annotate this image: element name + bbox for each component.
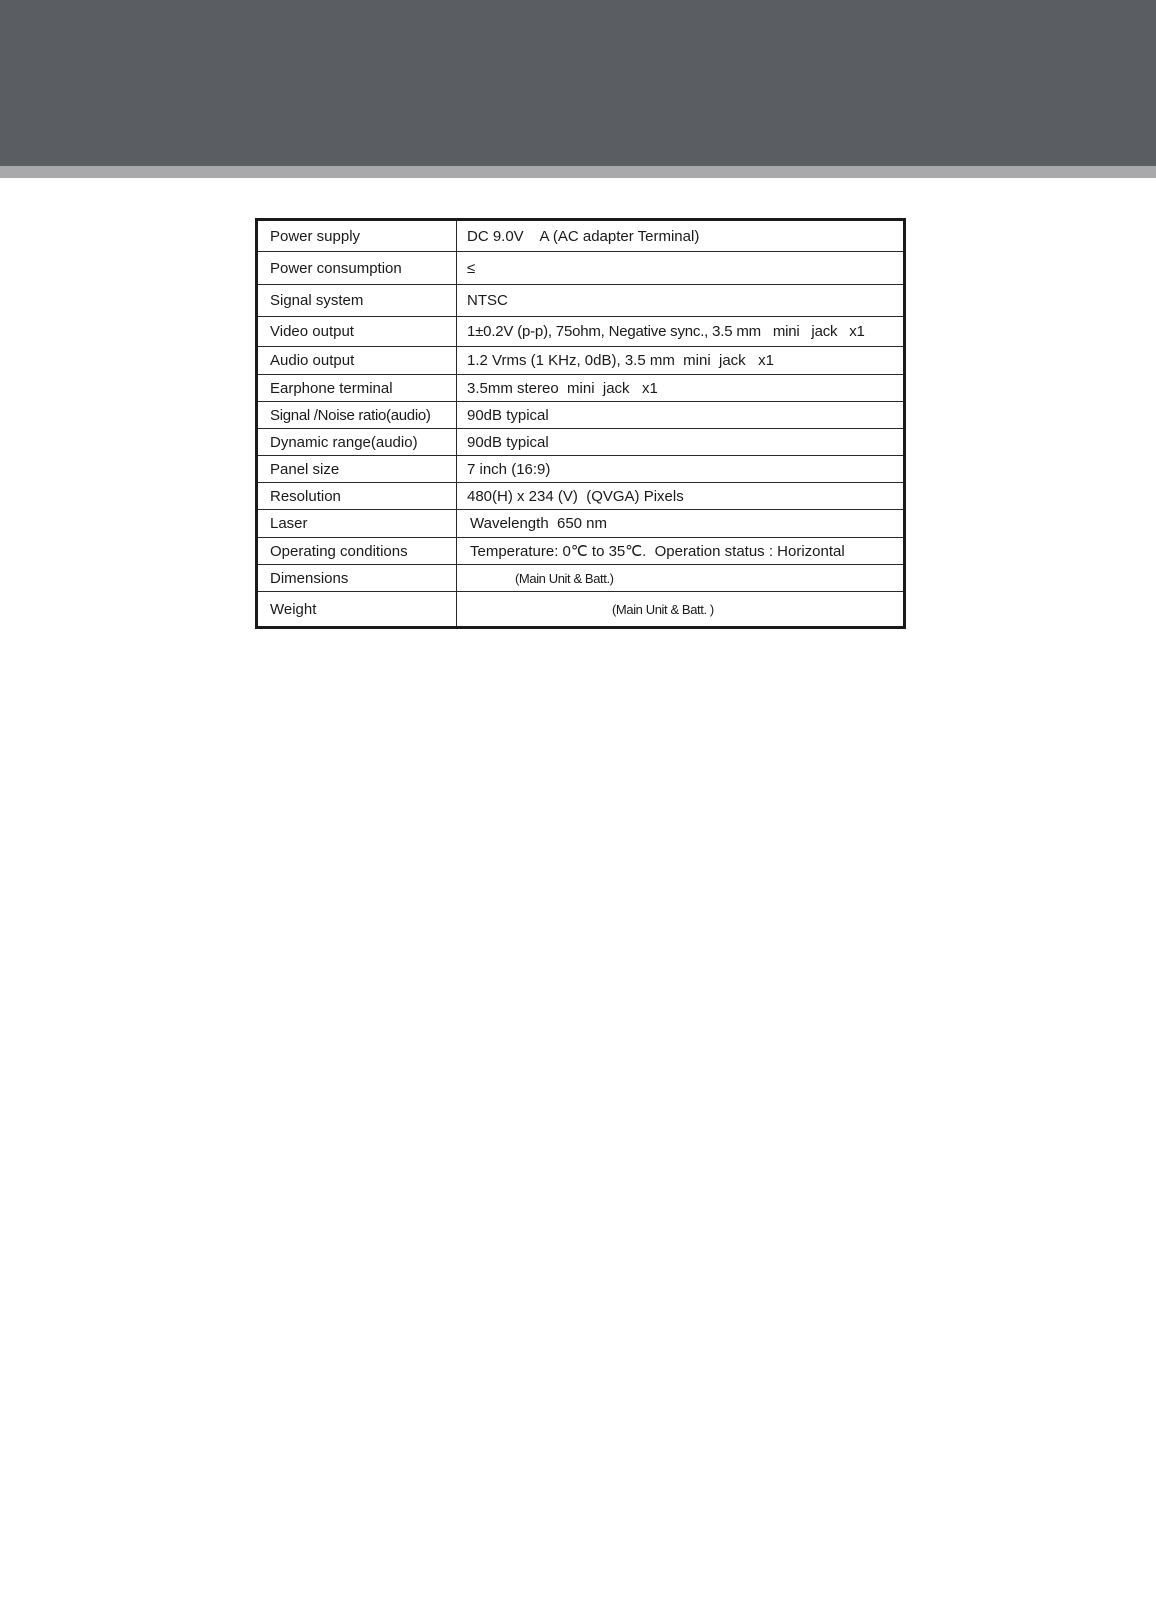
- spec-value-earphone-terminal: 3.5mm stereo mini jack x1: [457, 375, 905, 402]
- table-row: [257, 456, 905, 483]
- table-row: [257, 317, 905, 347]
- spec-value-power-consumption: ≤: [457, 252, 905, 285]
- header-band: [0, 0, 1156, 166]
- table-row: [257, 252, 905, 285]
- spec-value-panel-size: 7 inch (16:9): [457, 456, 905, 483]
- spec-label-weight: Weight: [257, 592, 457, 628]
- spec-value-weight-cell: [457, 592, 905, 628]
- spec-value-operating-conditions: Temperature: 0℃ to 35℃. Operation status : Horizontal: [457, 538, 905, 565]
- spec-value-dimensions-cell: [457, 565, 905, 592]
- spec-label-signal-noise-ratio: Signal /Noise ratio(audio): [257, 402, 457, 429]
- spec-value-power-supply: DC 9.0V A (AC adapter Terminal): [457, 220, 905, 252]
- table-row: [257, 402, 905, 429]
- spec-label-dimensions: Dimensions: [257, 565, 457, 592]
- table-row: [257, 285, 905, 317]
- spec-value-laser: Wavelength 650 nm: [457, 510, 905, 538]
- table-row: [257, 347, 905, 375]
- spec-label-dynamic-range: Dynamic range(audio): [257, 429, 457, 456]
- table-row: [257, 592, 905, 628]
- spec-label-panel-size: Panel size: [257, 456, 457, 483]
- table-row: [257, 220, 905, 252]
- spec-value-dynamic-range: 90dB typical: [457, 429, 905, 456]
- spec-value-weight: (Main Unit & Batt. ): [612, 601, 714, 617]
- spec-value-resolution: 480(H) x 234 (V) (QVGA) Pixels: [457, 483, 905, 510]
- table-row: [257, 510, 905, 538]
- specifications-table: [255, 218, 906, 629]
- spec-label-power-supply: Power supply: [257, 220, 457, 252]
- spec-label-operating-conditions: Operating conditions: [257, 538, 457, 565]
- spec-label-audio-output: Audio output: [257, 347, 457, 375]
- spec-label-signal-system: Signal system: [257, 285, 457, 317]
- header-stripe: [0, 166, 1156, 178]
- spec-label-resolution: Resolution: [257, 483, 457, 510]
- spec-label-laser: Laser: [257, 510, 457, 538]
- table-row: [257, 429, 905, 456]
- spec-label-power-consumption: Power consumption: [257, 252, 457, 285]
- spec-value-dimensions: (Main Unit & Batt.): [515, 570, 614, 586]
- spec-label-earphone-terminal: Earphone terminal: [257, 375, 457, 402]
- table-row: [257, 483, 905, 510]
- spec-value-video-output: 1±0.2V (p-p), 75ohm, Negative sync., 3.5 mm mini jack x1: [457, 317, 905, 347]
- table-row: [257, 375, 905, 402]
- spec-value-signal-system: NTSC: [457, 285, 905, 317]
- spec-label-video-output: Video output: [257, 317, 457, 347]
- spec-value-signal-noise-ratio: 90dB typical: [457, 402, 905, 429]
- spec-value-audio-output: 1.2 Vrms (1 KHz, 0dB), 3.5 mm mini jack x1: [457, 347, 905, 375]
- table-row: [257, 538, 905, 565]
- table-row: [257, 565, 905, 592]
